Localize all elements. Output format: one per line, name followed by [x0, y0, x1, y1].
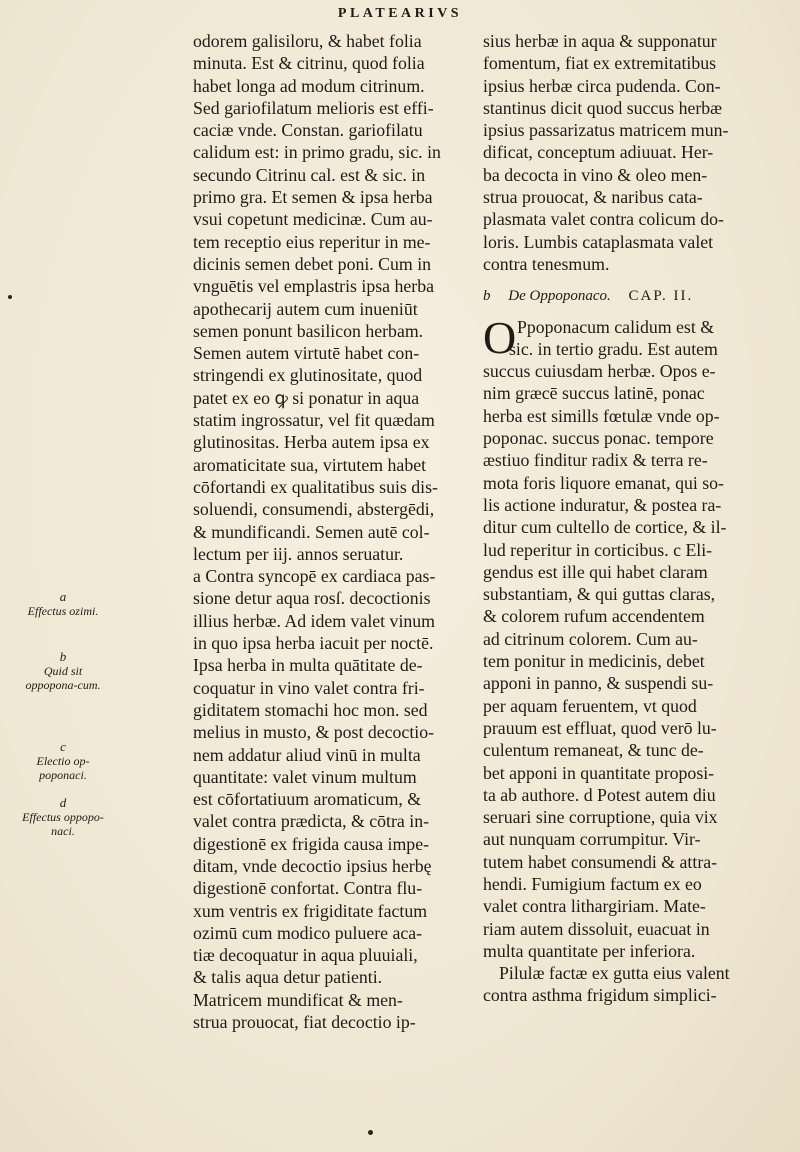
text-line: fomentum, fiat ex extremitatibus [483, 53, 717, 74]
text-line: aut nunquam corrumpitur. Vir- [483, 829, 701, 850]
chapter-heading-title: De Oppoponaco. [508, 288, 611, 305]
text-line: Pilulæ factæ ex gutta eius valent [499, 963, 730, 984]
text-line: lectum per iij. annos seruatur. [193, 543, 404, 564]
text-line: per aquam feruentem, vt quod [483, 695, 697, 716]
chapter-body [483, 311, 783, 1007]
text-line: æstiuo finditur radix & terra re- [483, 450, 708, 471]
running-header: PLATEARIVS [337, 6, 463, 21]
text-line: contra tenesmum. [483, 253, 610, 274]
text-line: bet apponi in quantitate proposi- [483, 762, 715, 783]
text-line: Sed gariofilatum melioris est effi- [193, 97, 434, 118]
text-line: Ppoponacum calidum est & [517, 316, 715, 337]
text-line: habet longa ad modum citrinum. [193, 75, 425, 96]
text-line: multa quantitate per inferiora. [483, 940, 696, 961]
text-line: sione detur aqua rosſ. decoctionis [193, 588, 431, 609]
text-line: apothecarij autem cum inueniūt [193, 298, 418, 319]
text-line: substantiam, & qui guttas claras, [483, 584, 716, 605]
margin-note-effectus-ozimi [22, 590, 104, 618]
text-line: calidum est: in primo gradu, sic. in [193, 142, 441, 163]
text-line: est cōfortatiuum aromaticum, & [193, 789, 422, 810]
text-line: tutem habet consumendi & attra- [483, 851, 718, 872]
text-line: secundo Citrinu cal. est & sic. in [193, 164, 426, 185]
text-line: xum ventris ex frigiditate factum [193, 900, 428, 921]
text-line: dicinis semen debet poni. Cum in [193, 253, 432, 274]
margin-notes [0, 0, 120, 1152]
text-line: poponac. succus ponac. tempore [483, 428, 714, 449]
text-line: riam autem dissoluit, euacuat in [483, 918, 710, 939]
text-line: Ipsa herba in multa quātitate de- [193, 655, 423, 676]
text-line: caciæ vnde. Constan. gariofilatu [193, 120, 423, 141]
text-line: apponi in panno, & suspendi su- [483, 673, 714, 694]
drop-cap-letter: O [483, 311, 517, 363]
margin-note-letter: d [59, 795, 67, 810]
text-line: semen ponunt basilicon herbam. [193, 320, 424, 341]
text-line: sius herbæ in aqua & supponatur [483, 31, 717, 51]
chapter-heading-letter: b [483, 288, 491, 305]
text-line: in quo ipsa herba iacuit per noctē. [193, 633, 434, 654]
text-line: vnguētis vel emplastris ipsa herba [193, 276, 434, 297]
text-line: statim ingrossatur, vel fit quædam [193, 410, 435, 431]
margin-note-text: Effectus ozimi. [27, 604, 99, 618]
left-column [193, 30, 465, 1033]
text-line: ditam, vnde decoctio ipsius herbę [193, 855, 432, 876]
text-line: hendi. Fumigium factum ex eo [483, 873, 702, 894]
text-line: ipsius herbæ circa pudenda. Con- [483, 75, 721, 96]
text-line: glutinositas. Herba autem ipsa ex [193, 432, 430, 453]
text-line: melius in musto, & post decoctio- [193, 722, 435, 743]
text-line: contra asthma frigidum simplici- [483, 985, 717, 1006]
margin-note-effectus-oppoponaci [22, 796, 104, 838]
text-line: tiæ decoquatur in aqua pluuiali, [193, 945, 418, 966]
text-line: primo gra. Et semen & ipsa herba [193, 187, 433, 208]
text-line: lis actione induratur, & postea ra- [483, 494, 722, 515]
margin-note-letter: a [59, 589, 67, 604]
text-line: gendus est ille qui habet claram [483, 561, 708, 582]
text-line: Semen autem virtutē habet con- [193, 343, 420, 364]
text-line: nim græcē succus latinē, ponac [483, 383, 705, 404]
chapter-heading [483, 285, 783, 307]
text-line: plasmata valet contra colicum do- [483, 209, 724, 230]
text-line: tem ponitur in medicinis, debet [483, 651, 705, 672]
text-line: culentum remaneat, & tunc de- [483, 740, 704, 761]
text-line: ipsius passarizatus matricem mun- [483, 120, 729, 141]
chapter-heading-cap: CAP. II. [628, 288, 694, 305]
text-line: dificat, conceptum adiuuat. Her- [483, 142, 714, 163]
text-line: & colorem rufum accendentem [483, 606, 705, 627]
text-line: sic. in tertio gradu. Est autem [509, 338, 718, 359]
text-line: cōfortandi ex qualitatibus suis dis- [193, 476, 438, 497]
text-line: quantitate: valet vinum multum [193, 766, 417, 787]
text-line: tem receptio eius reperitur in me- [193, 231, 431, 252]
text-line: stringendi ex glutinositate, quod [193, 365, 423, 386]
right-column [483, 30, 783, 1007]
text-line: soluendi, consumendi, abstergēdi, [193, 499, 435, 520]
text-line: Matricem mundificat & men- [193, 989, 403, 1010]
text-line: ditur cum cultello de cortice, & il- [483, 517, 727, 538]
margin-note-quid-sit [22, 650, 104, 692]
margin-note-electio [22, 740, 104, 782]
text-line: prauum est effluat, quod verō lu- [483, 717, 717, 738]
text-line: digestionē confortat. Contra flu- [193, 878, 423, 899]
text-line: aromaticitate sua, virtutem habet [193, 454, 427, 475]
text-line: patet ex eo ꝙ si ponatur in aqua [193, 387, 420, 408]
text-line: ta ab authore. d Potest autem diu [483, 784, 716, 805]
text-line: illius herbæ. Ad idem valet vinum [193, 610, 435, 631]
text-line: giditatem stomachi hoc mon. sed [193, 699, 428, 720]
text-line: coquatur in vino valet contra fri- [193, 677, 425, 698]
text-line: vsui copetunt medicinæ. Cum au- [193, 209, 433, 230]
margin-note-text: Electio op-poponaci. [36, 754, 90, 782]
text-line: loris. Lumbis cataplasmata valet [483, 231, 714, 252]
text-line: lud reperitur in corticibus. c Eli- [483, 539, 713, 560]
text-line: minuta. Est & citrinu, quod folia [193, 53, 425, 74]
text-line: valet contra prædicta, & cōtra in- [193, 811, 430, 832]
text-line: a Contra syncopē ex cardiaca pas- [193, 566, 436, 587]
text-line: valet contra lithargiriam. Mate- [483, 896, 706, 917]
text-line: strua prouocat, fiat decoctio ip- [193, 1012, 416, 1033]
text-line: odorem galisiloru, & habet folia [193, 31, 422, 51]
text-line: strua prouocat, & naribus cata- [483, 187, 703, 208]
margin-note-text: Effectus oppopo-naci. [22, 810, 104, 838]
margin-note-letter: b [59, 649, 67, 664]
text-line: digestionē ex frigida causa impe- [193, 833, 430, 854]
text-line: mota foris liquore emanat, qui so- [483, 472, 724, 493]
ink-speck [368, 1130, 373, 1135]
text-line: nem addatur aliud vinū in multa [193, 744, 421, 765]
text-line: seruari sine corruptione, quia vix [483, 807, 718, 828]
text-line: herba est simills fœtulæ vnde op- [483, 405, 720, 426]
text-line: ba decocta in vino & oleo men- [483, 164, 708, 185]
text-line: ozimū cum modico puluere aca- [193, 922, 423, 943]
text-line: & talis aqua detur patienti. [193, 967, 383, 988]
margin-note-letter: c [60, 739, 66, 754]
margin-note-text: Quid sit oppopona-cum. [25, 664, 101, 692]
text-line: ad citrinum colorem. Cum au- [483, 628, 698, 649]
text-line: & mundificandi. Semen autē col- [193, 521, 430, 542]
text-line: stantinus dicit quod succus herbæ [483, 97, 723, 118]
ink-speck [8, 295, 12, 299]
text-line: succus cuiusdam herbæ. Opos e- [483, 361, 716, 382]
